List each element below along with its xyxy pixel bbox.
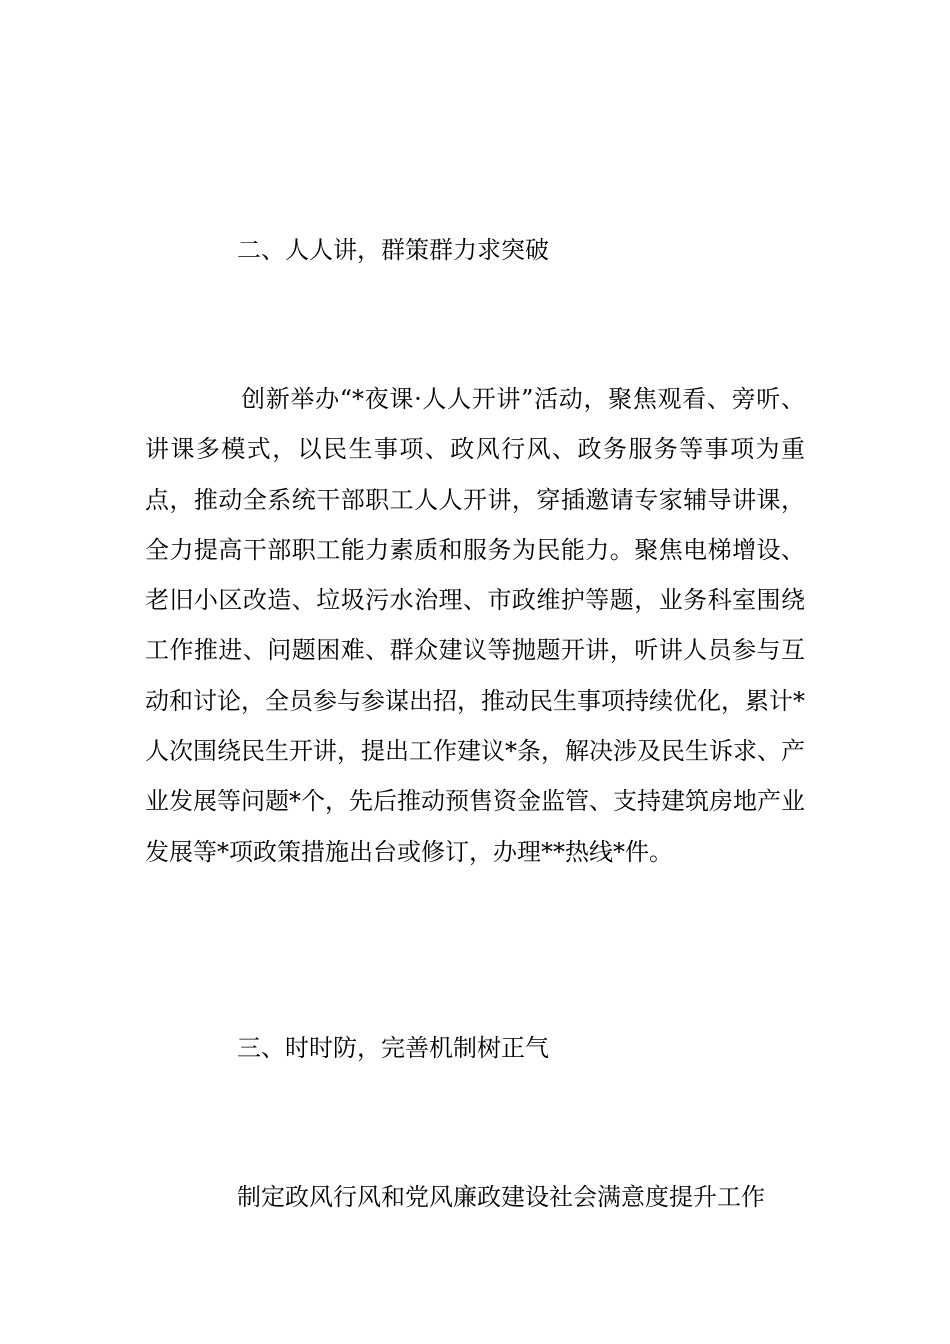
section-3-body: 制定政风行风和党风廉政建设社会满意度提升工作 [237,1183,765,1211]
section-3-heading: 三、时时防，完善机制树正气 [237,1034,549,1062]
section-2-body: 创新举办“*夜课·人人开讲”活动，聚焦观看、旁听、讲课多模式，以民生事项、政风行风、政务服务等事项为重点，推动全系统干部职工人人开讲，穿插邀请专家辅导讲课，全力提高干部职工能力素质和服务为民能力。聚焦电梯增设、老旧小区改造、垃圾污水治理、市政维护等题，业务科室围绕工作推进、问题困难、群众建议等抛题开讲，听讲人员参与互动和讨论，全员参与参谋出招，推动民生事项持续优化，累计*人次围绕民生开讲，提出工作建议*条，解决涉及民生诉求、产业发展等问题*个，先后推动预售资金监管、支持建筑房地产业发展等*项政策措施出台或修订，办理**热线*件。 [145,385,805,866]
section-2-heading: 二、人人讲，群策群力求突破 [237,236,549,264]
